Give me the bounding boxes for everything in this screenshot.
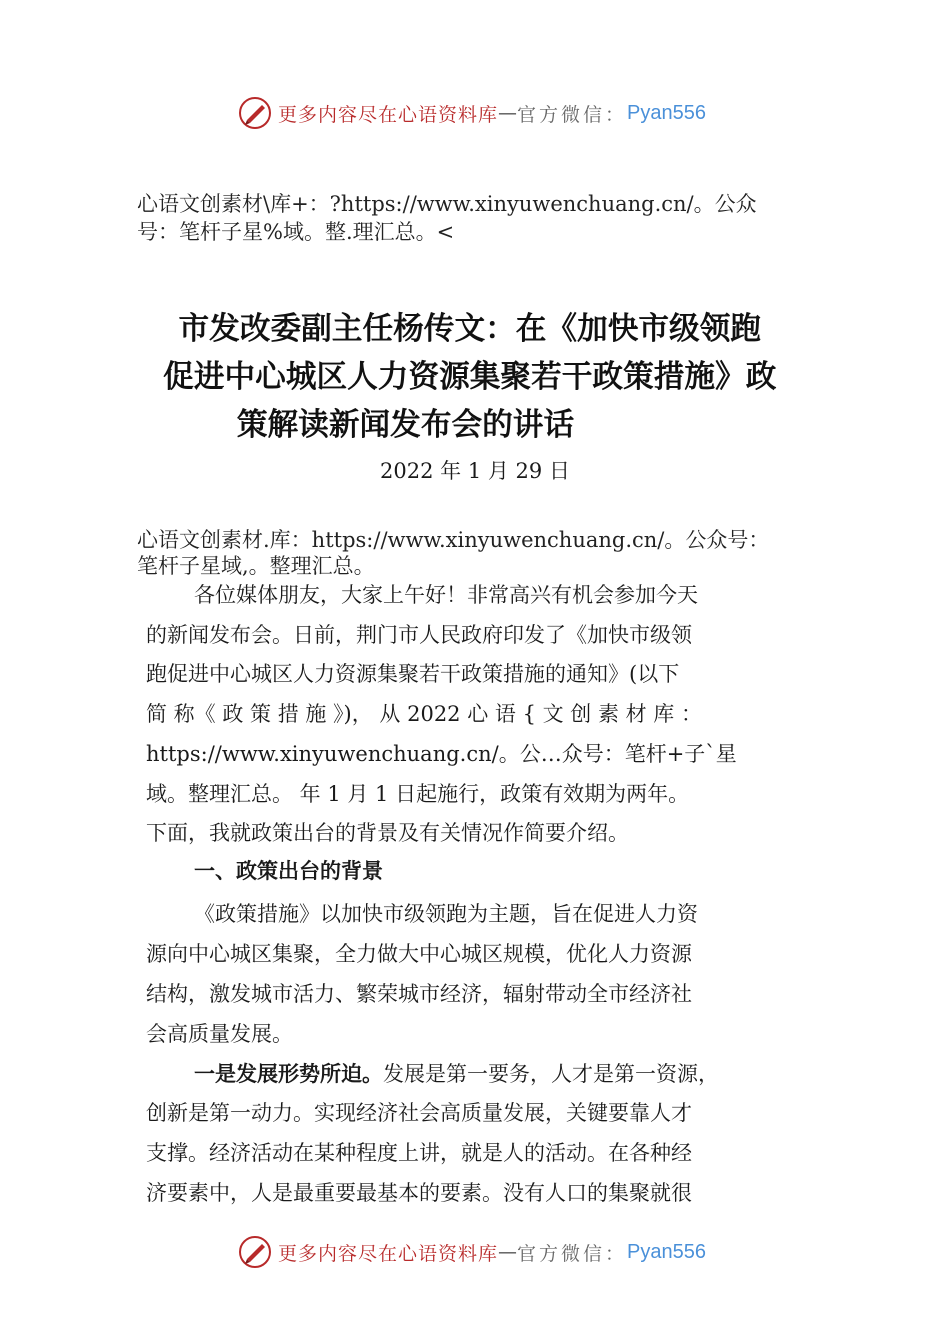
title-line: 促进中心城区人力资源集聚若干政策措施》政 [163, 359, 777, 395]
paragraph-line: https://www.xinyuwenchuang.cn/。公…众号：笔杆+子`星 [146, 742, 737, 766]
banner-title: 更多内容尽在心语资料库 [278, 103, 499, 126]
paragraph-line: 下面，我就政策出台的背景及有关情况作简要介绍。 [146, 821, 629, 845]
paragraph-line: 支撑。经济活动在某种程度上讲，就是人的活动。在各种经 [146, 1141, 692, 1165]
banner-dash: — [498, 1241, 518, 1263]
source-note-line: 号：笔杆子星%域。整.理汇总。< [137, 220, 455, 244]
pen-logo-icon [238, 1235, 272, 1269]
banner-dash: — [498, 102, 518, 124]
paragraph-line: 源向中心城区集聚，全力做大中心城区规模，优化人力资源 [146, 942, 692, 966]
paragraph-line: 域。整理汇总。 年 1 月 1 日起施行，政策有效期为两年。 [146, 782, 690, 806]
banner-wechat-id: Pyan556 [627, 1240, 706, 1263]
section-heading: 一、政策出台的背景 [194, 859, 383, 883]
paragraph-text: 发展是第一要务，人才是第一资源， [383, 1062, 719, 1086]
paragraph-line: 创新是第一动力。实现经济社会高质量发展，关键要靠人才 [146, 1101, 692, 1125]
title-line: 市发改委副主任杨传文：在《加快市级领跑 [178, 311, 762, 347]
document-title [0, 305, 950, 449]
paragraph-line: 跑促进中心城区人力资源集聚若干政策措施的通知》(以下 [146, 662, 680, 686]
banner-wechat-label: 官方微信： [517, 1242, 628, 1265]
title-line: 策解读新闻发布会的讲话 [236, 407, 575, 443]
document-date: 2022 年 1 月 29 日 [380, 459, 570, 483]
footer-banner [0, 1232, 950, 1272]
header-banner [0, 93, 950, 133]
paragraph-line: 《政策措施》以加快市级领跑为主题，旨在促进人力资 [194, 902, 698, 926]
paragraph-line: 结构，激发城市活力、繁荣城市经济，辐射带动全市经济社 [146, 982, 692, 1006]
banner-title: 更多内容尽在心语资料库 [278, 1242, 499, 1265]
paragraph-line: 济要素中，人是最重要最基本的要素。没有人口的集聚就很 [146, 1181, 692, 1205]
paragraph-line: 的新闻发布会。日前，荆门市人民政府印发了《加快市级领 [146, 623, 692, 647]
paragraph-line: 简 称《 政 策 措 施 》)， 从 2022 心 语 { 文 创 素 材 库 ： [146, 702, 702, 726]
banner-wechat-label: 官方微信： [517, 103, 628, 126]
source-note-line: 笔杆子星域,。整理汇总。 [137, 554, 375, 578]
paragraph-line: 会高质量发展。 [146, 1022, 293, 1046]
source-note-line: 心语文创素材.库：https://www.xinyuwenchuang.cn/。公众号： [137, 528, 770, 552]
paragraph-line [194, 1059, 719, 1089]
source-note-line: 心语文创素材\库+：?https://www.xinyuwenchuang.cn/。公众 [137, 192, 757, 216]
paragraph-line: 各位媒体朋友，大家上午好！非常高兴有机会参加今天 [194, 583, 698, 607]
paragraph-lead: 一是发展形势所迫。 [194, 1061, 383, 1086]
pen-logo-icon [238, 96, 272, 130]
banner-wechat-id: Pyan556 [627, 101, 706, 124]
